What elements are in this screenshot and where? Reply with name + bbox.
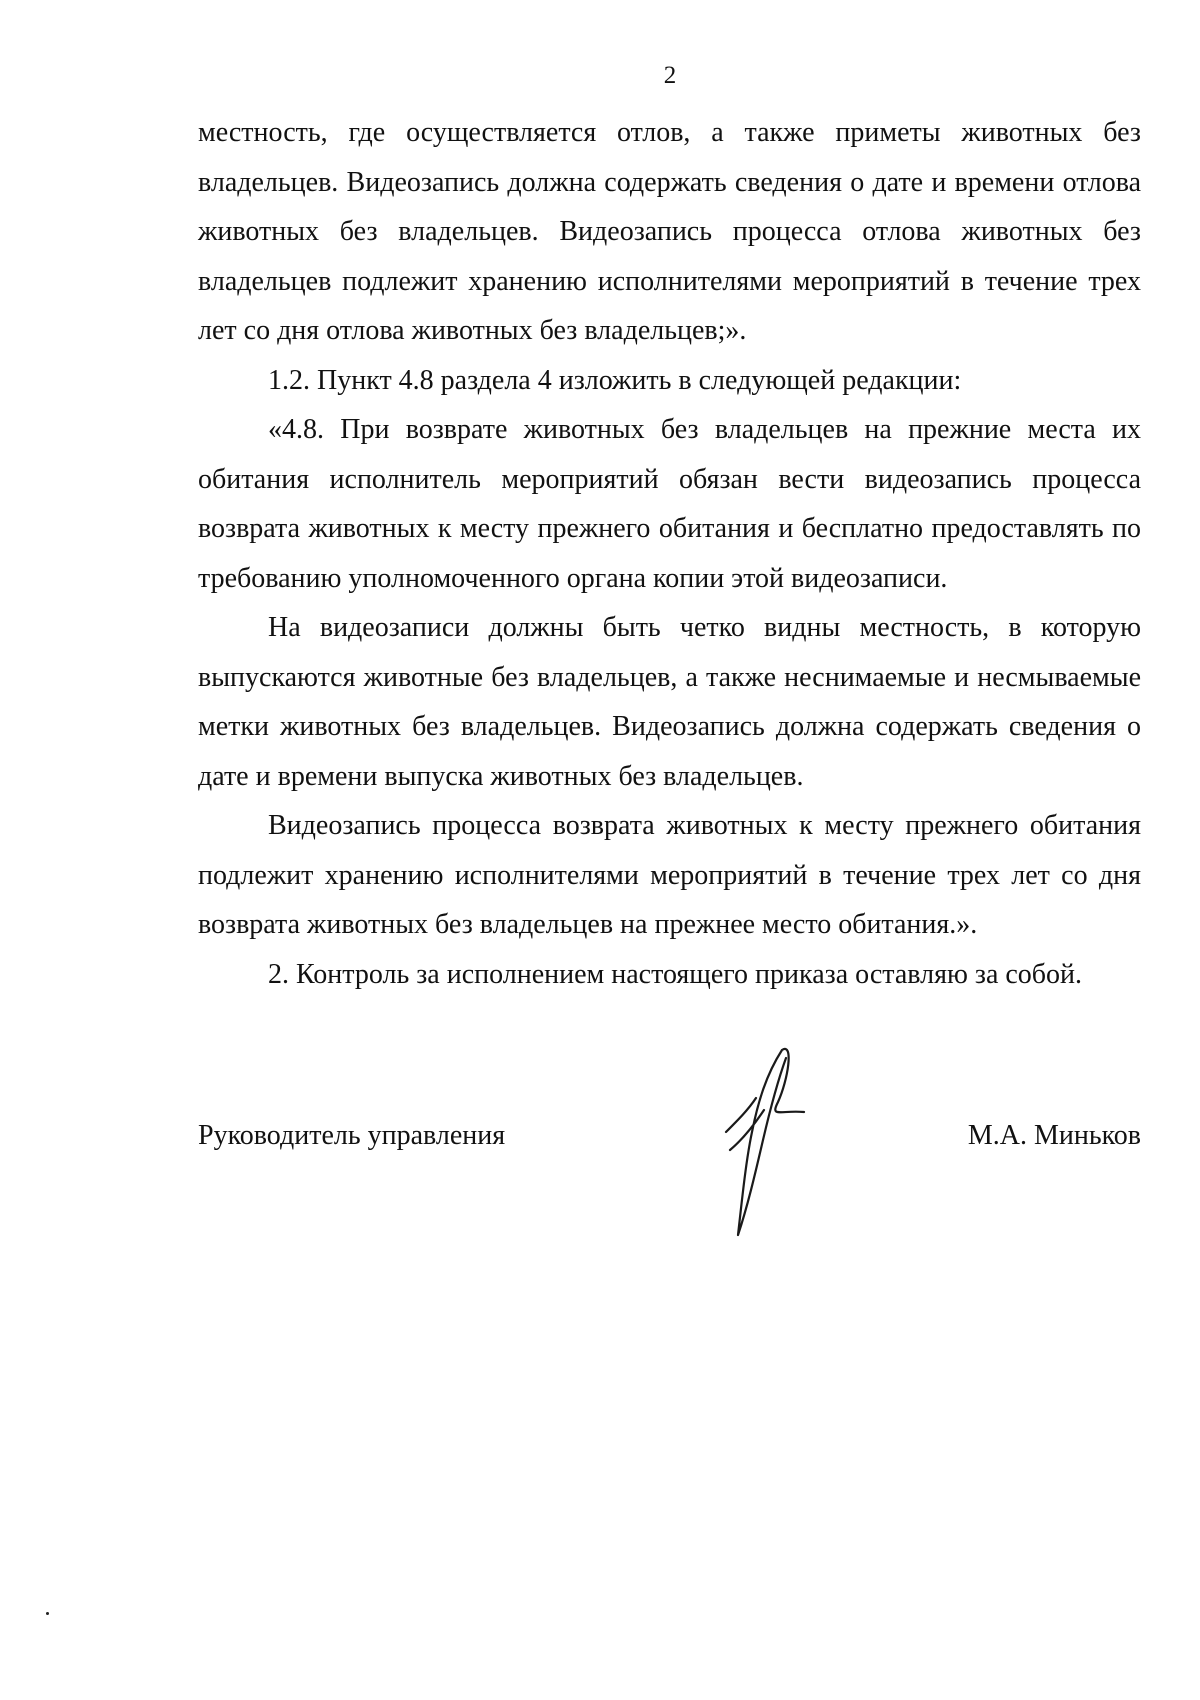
page-number: 2 bbox=[663, 62, 677, 89]
paragraph-continuation: местность, где осуществляется отлов, а также приметы животных без владельцев. Видеозапись должна содержать сведения о дате и времени отлова животных без владельцев. Видеозапись процесса отлова животных без владельцев подлежит хранению исполнителями мероприятий в течение трех лет со дня отлова животных без владельцев;». bbox=[198, 117, 1141, 346]
paragraph-video-requirements: На видеозаписи должны быть четко видны местность, в которую выпускаются животные без владельцев, а также неснимаемые и несмываемые метки животных без владельцев. Видеозапись должна содержать сведения о дате и времени выпуска животных без владельцев. bbox=[198, 612, 1141, 792]
paragraph-control-clause: 2. Контроль за исполнением настоящего приказа оставляю за собой. bbox=[268, 958, 1083, 990]
paragraph-video-storage: Видеозапись процесса возврата животных к месту прежнего обитания подлежит хранению исполнителями мероприятий в течение трех лет со дня возврата животных без владельцев на прежнее место обитания.». bbox=[198, 810, 1141, 940]
signature-block bbox=[198, 1040, 1141, 1240]
paragraph-clause-1-2: 1.2. Пункт 4.8 раздела 4 изложить в следующей редакции: bbox=[268, 364, 962, 396]
signer-title: Руководитель управления bbox=[198, 1120, 506, 1151]
signer-name: М.А. Миньков bbox=[967, 1120, 1141, 1151]
paragraph-clause-4-8: «4.8. При возврате животных без владельцев на прежние места их обитания исполнитель мероприятий обязан вести видеозапись процесса возврата животных к месту прежнего обитания и бесплатно предоставлять по требованию уполномоченного органа копии этой видеозаписи. bbox=[198, 414, 1141, 594]
document-body bbox=[198, 108, 1141, 999]
handwritten-signature bbox=[708, 1040, 818, 1240]
scan-speck bbox=[46, 1612, 49, 1615]
